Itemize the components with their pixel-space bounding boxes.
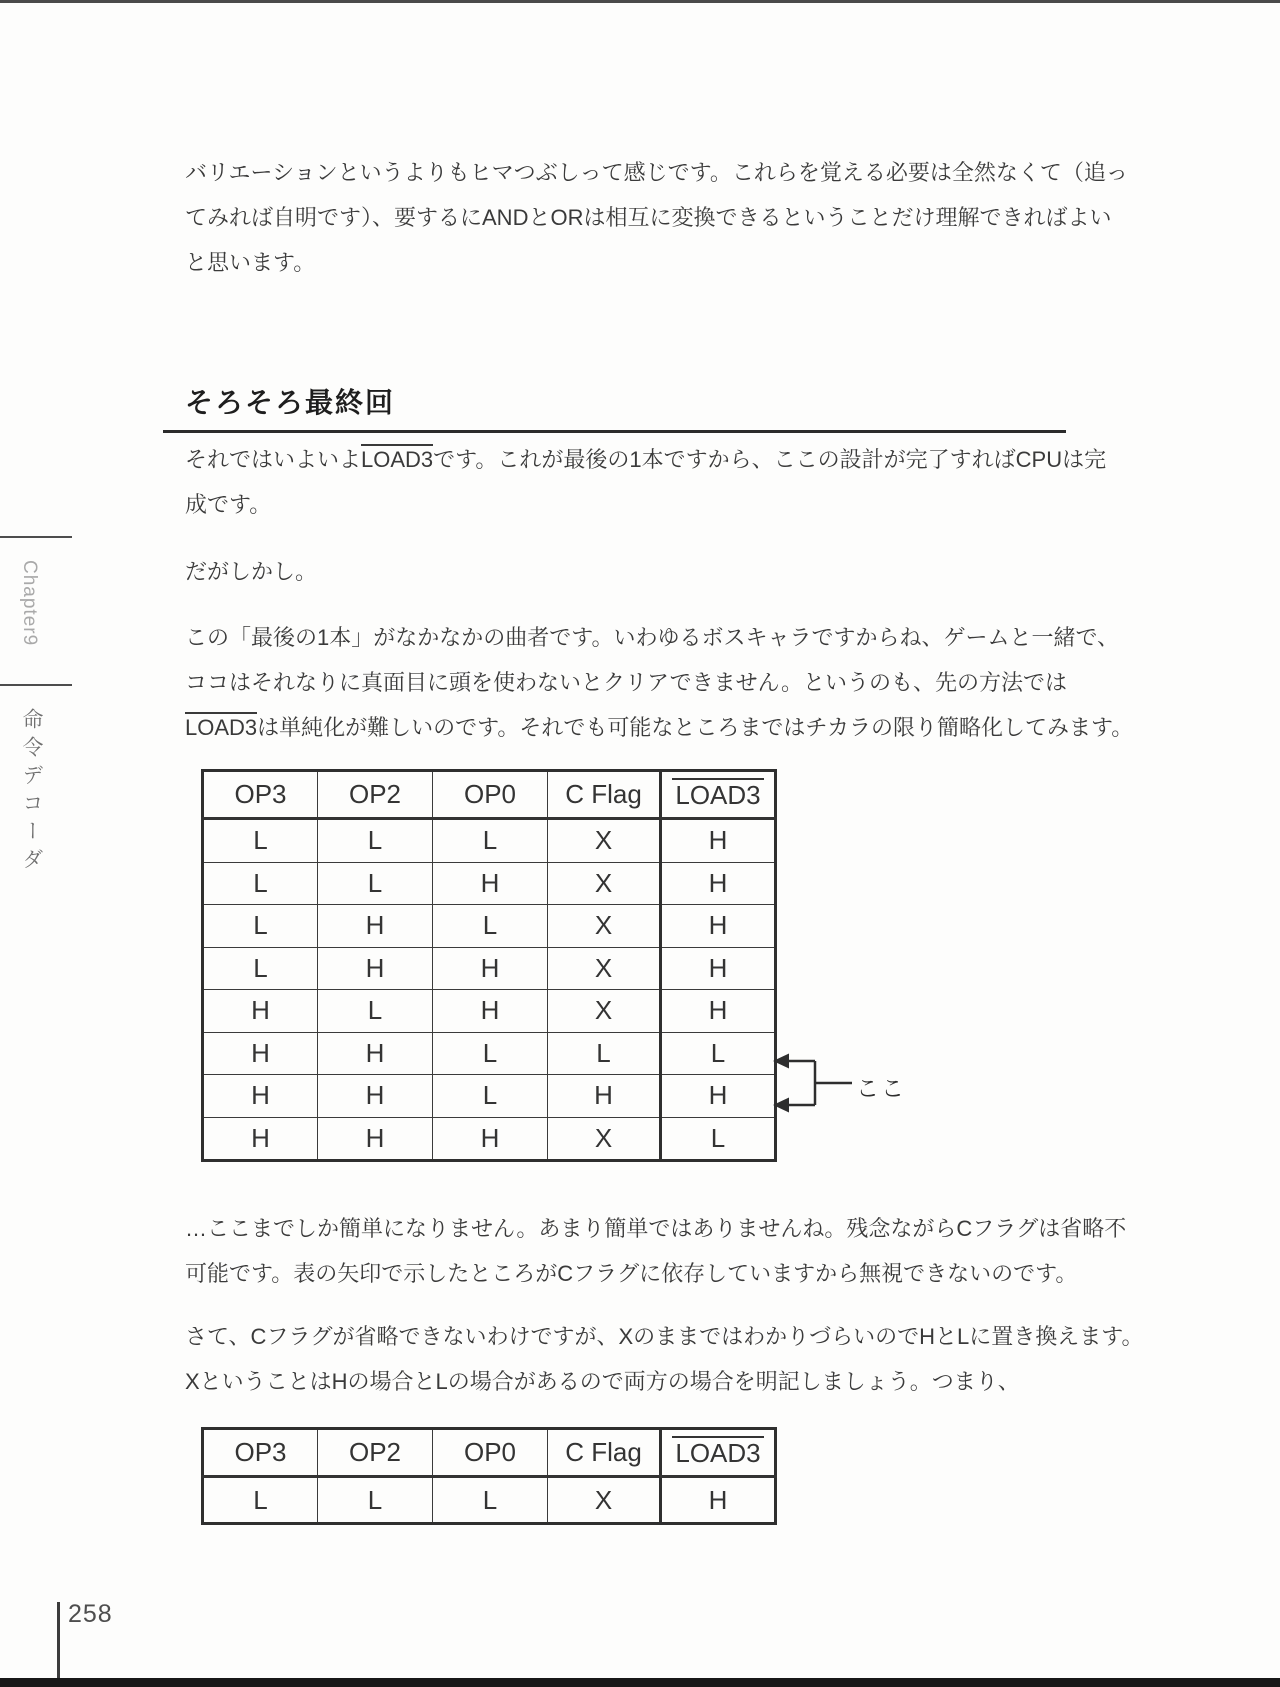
table-row: [203, 862, 776, 905]
chapter-label: Chapter9: [19, 560, 40, 647]
paragraph-however: [185, 549, 1080, 594]
table-cell: H: [661, 905, 776, 948]
text-run: ココはそれなりに真面目に頭を使わないとクリアできません。というのも、先の方法では: [185, 670, 1067, 695]
sidebar-divider-bottom: [0, 684, 72, 686]
table-cell: L: [318, 862, 433, 905]
overlined-signal-header: LOAD3: [672, 1436, 763, 1469]
table-row: [203, 905, 776, 948]
table-cell: L: [318, 819, 433, 863]
table-cell: H: [318, 1117, 433, 1161]
table-row: [203, 819, 776, 863]
table-cell: L: [318, 990, 433, 1033]
text-run: は単純化が難しいのです。それでも可能なところまではチカラの限り簡略化してみます。: [257, 715, 1134, 740]
text-line: [185, 1251, 1080, 1296]
column-header: OP3: [203, 771, 318, 819]
table-row: [203, 1117, 776, 1161]
table-cell: X: [548, 862, 661, 905]
page-number-rule: [57, 1602, 60, 1680]
table-cell: L: [203, 947, 318, 990]
text-line: [185, 240, 1080, 285]
table-cell: L: [203, 862, 318, 905]
page-number: 258: [68, 1600, 113, 1628]
overlined-signal-name: LOAD3: [185, 712, 257, 741]
table-cell: H: [433, 947, 548, 990]
table-cell: H: [203, 990, 318, 1033]
text-run: てみれば自明です）、要するにANDとORは相互に変換できるということだけ理解できればよい: [185, 205, 1112, 230]
table-cell: L: [661, 1032, 776, 1075]
table-cell: H: [433, 1117, 548, 1161]
table-cell: H: [318, 1075, 433, 1118]
scan-bottom-edge: [0, 1678, 1280, 1687]
table-row: [203, 947, 776, 990]
intro-paragraph: [185, 150, 1128, 285]
text-run: だがしかし。: [185, 559, 318, 584]
table-cell: H: [661, 947, 776, 990]
text-line: [185, 615, 1120, 660]
text-run: さて、Cフラグが省略できないわけですが、XのままではわかりづらいのでHとLに置き換えます。: [185, 1324, 1144, 1349]
table-cell: L: [548, 1032, 661, 1075]
table-cell: H: [661, 819, 776, 863]
load3-truth-table: [201, 769, 777, 1162]
table-cell: H: [203, 1075, 318, 1118]
column-header: OP3: [203, 1429, 318, 1477]
table-cell: L: [433, 1075, 548, 1118]
table-cell: H: [433, 862, 548, 905]
text-line: [185, 1314, 1144, 1359]
table-cell: X: [548, 819, 661, 863]
paragraph-replace-x: [185, 1314, 1144, 1404]
table-cell: H: [318, 947, 433, 990]
column-header: C Flag: [548, 1429, 661, 1477]
table-cell: L: [433, 905, 548, 948]
table-cell: L: [203, 905, 318, 948]
table-row: [203, 1032, 776, 1075]
table-cell: H: [661, 1477, 776, 1524]
table-cell: H: [661, 862, 776, 905]
paragraph-load3-intro: [185, 437, 1107, 527]
section-heading-rule: [163, 430, 1066, 433]
table-cell: H: [661, 1075, 776, 1118]
column-header: [661, 771, 776, 819]
table-cell: H: [433, 990, 548, 1033]
text-line: [185, 437, 1107, 482]
text-run: …ここまでしか簡単になりません。あまり簡単ではありませんね。残念ながらCフラグは省略不: [185, 1216, 1127, 1241]
text-line: [185, 482, 1080, 527]
table-cell: L: [203, 1477, 318, 1524]
header-row: [203, 1429, 776, 1477]
text-run: です。これが最後の1本ですから、ここの設計が完了すればCPUは完: [433, 447, 1107, 472]
paragraph-cflag: [185, 1206, 1127, 1296]
text-run: と思います。: [185, 250, 316, 275]
column-header: OP2: [318, 1429, 433, 1477]
table-cell: L: [203, 819, 318, 863]
table-row: [203, 1075, 776, 1118]
text-line: [185, 1359, 1080, 1404]
table-cell: H: [318, 1032, 433, 1075]
text-run: 可能です。表の矢印で示したところがCフラグに依存していますから無視できないのです。: [185, 1261, 1078, 1286]
table-cell: H: [203, 1032, 318, 1075]
table-cell: L: [433, 1477, 548, 1524]
table-cell: X: [548, 905, 661, 948]
table-cell: X: [548, 947, 661, 990]
text-line: [185, 549, 1080, 594]
text-run: それではいよいよ: [185, 447, 362, 472]
header-row: [203, 771, 776, 819]
overlined-signal-name: LOAD3: [361, 444, 433, 473]
column-header: OP0: [433, 1429, 548, 1477]
text-run: バリエーションというよりもヒマつぶしって感じです。これらを覚える必要は全然なくて（追っ: [185, 160, 1128, 185]
scan-top-edge: [0, 0, 1280, 3]
paragraph-boss: [185, 615, 1134, 750]
koko-arrow-graphic: [772, 1048, 856, 1118]
table-cell: X: [548, 1477, 661, 1524]
koko-arrow-label: ここ: [856, 1075, 906, 1101]
table-cell: L: [661, 1117, 776, 1161]
table-cell: H: [661, 990, 776, 1033]
text-run: XということはHの場合とLの場合があるので両方の場合を明記しましょう。つまり、: [185, 1369, 1020, 1394]
table-cell: H: [203, 1117, 318, 1161]
column-header: C Flag: [548, 771, 661, 819]
table-cell: X: [548, 990, 661, 1033]
column-header: OP2: [318, 771, 433, 819]
table-cell: L: [433, 1032, 548, 1075]
table-cell: H: [318, 905, 433, 948]
text-line: [185, 195, 1112, 240]
column-header: [661, 1429, 776, 1477]
load3-truth-table-expanded: [201, 1427, 777, 1525]
text-line: [185, 150, 1128, 195]
section-heading: そろそろ最終回: [185, 387, 396, 418]
text-line: [185, 705, 1134, 750]
table-cell: H: [548, 1075, 661, 1118]
table-cell: X: [548, 1117, 661, 1161]
sidebar-divider-top: [0, 536, 72, 538]
overlined-signal-header: LOAD3: [672, 778, 763, 811]
table-cell: L: [433, 819, 548, 863]
text-line: [185, 660, 1080, 705]
table-row: [203, 990, 776, 1033]
table-cell: L: [318, 1477, 433, 1524]
text-run: 成です。: [185, 492, 272, 517]
text-line: [185, 1206, 1127, 1251]
text-run: この「最後の1本」がなかなかの曲者です。いわゆるボスキャラですからね、ゲームと一緒で、: [185, 625, 1120, 650]
chapter-title: 命令デコーダ: [20, 708, 43, 876]
table-row: [203, 1477, 776, 1524]
column-header: OP0: [433, 771, 548, 819]
